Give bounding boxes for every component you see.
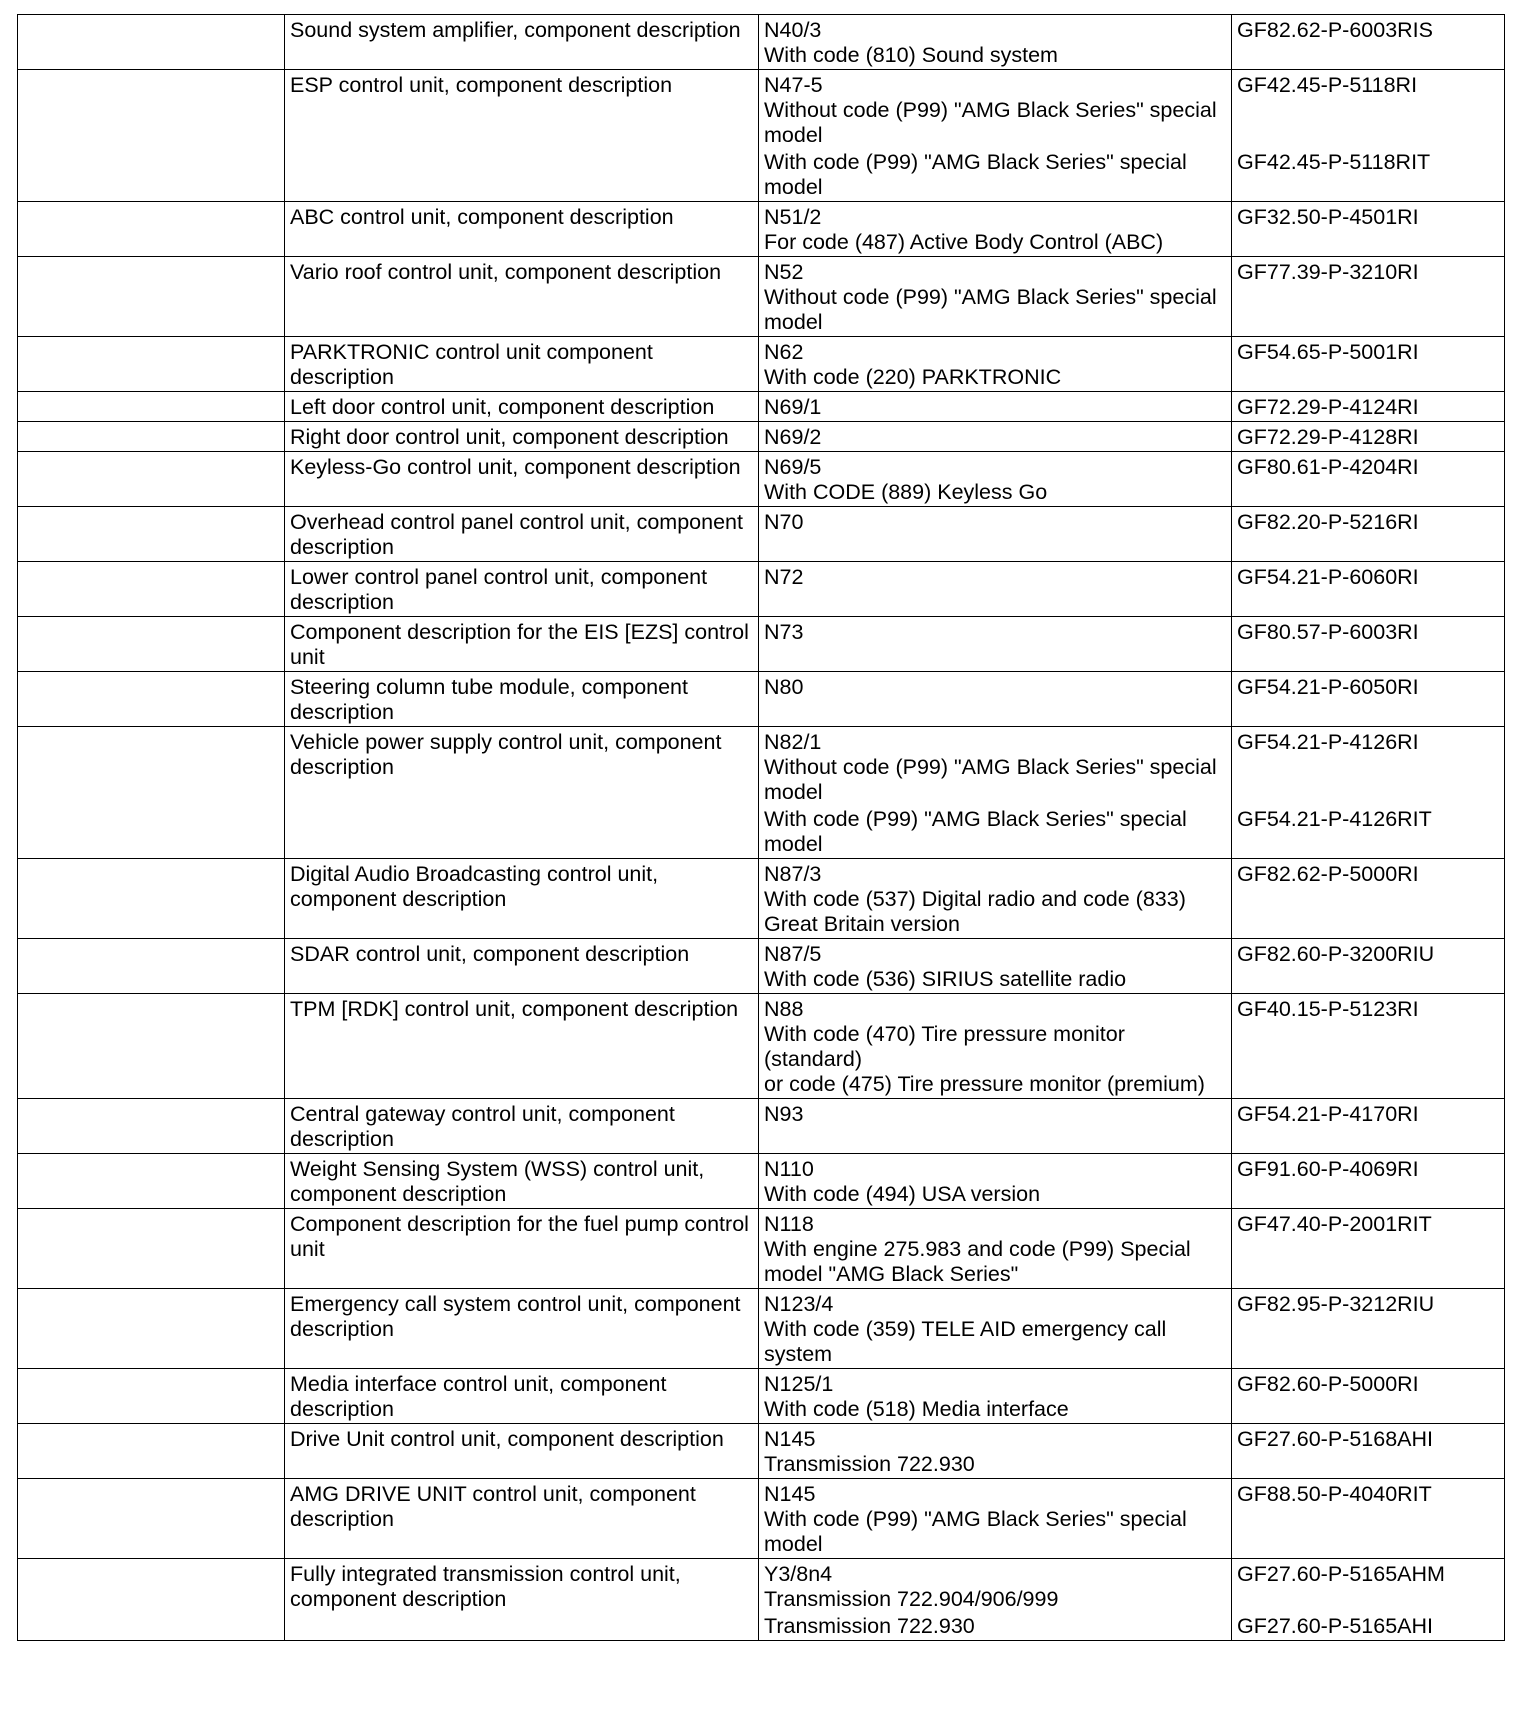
document-ref-cell (1232, 1369, 1505, 1424)
component-description: Sound system amplifier, component description (290, 18, 741, 42)
code-condition: With code (536) SIRIUS satellite radio (764, 967, 1127, 991)
document-number: GF54.21-P-4126RI (1237, 730, 1419, 754)
document-number: GF42.45-P-5118RIT (1237, 150, 1431, 174)
document-number: GF72.29-P-4128RI (1237, 425, 1419, 449)
code-entry (764, 73, 1226, 148)
code-condition: With code (P99) "AMG Black Series" special model (764, 150, 1187, 199)
empty-cell (18, 507, 285, 562)
code-entry (764, 942, 1226, 992)
document-number: GF54.21-P-6050RI (1237, 675, 1419, 699)
component-code-cell (759, 202, 1232, 257)
component-code-cell (759, 1559, 1232, 1641)
table-row (18, 1209, 1505, 1289)
code-entry (764, 730, 1226, 805)
component-code: N118 (764, 1212, 814, 1236)
document-ref-cell (1232, 672, 1505, 727)
empty-cell (18, 452, 285, 507)
document-number: GF54.65-P-5001RI (1237, 340, 1419, 364)
component-description: Right door control unit, component description (290, 425, 729, 449)
document-ref-cell (1232, 392, 1505, 422)
code-entry (764, 1427, 1226, 1477)
component-code-cell (759, 452, 1232, 507)
table-row (18, 70, 1505, 202)
code-entry (764, 18, 1226, 68)
table-row (18, 562, 1505, 617)
document-entry (1237, 455, 1499, 480)
component-code-cell (759, 422, 1232, 452)
table-row (18, 337, 1505, 392)
document-entry (1237, 395, 1499, 420)
document-number: GF82.60-P-5000RI (1237, 1372, 1419, 1396)
component-description: Vario roof control unit, component description (290, 260, 722, 284)
description-cell (285, 1369, 759, 1424)
component-description: ABC control unit, component description (290, 205, 674, 229)
document-ref-cell (1232, 939, 1505, 994)
code-condition: With code (P99) "AMG Black Series" special model (764, 807, 1187, 856)
document-entry (1237, 807, 1499, 832)
description-cell (285, 70, 759, 202)
code-entry (764, 205, 1226, 255)
code-condition: Transmission 722.930 (764, 1452, 975, 1476)
empty-cell (18, 70, 285, 202)
description-cell (285, 257, 759, 337)
code-entry (764, 620, 1226, 645)
document-ref-cell (1232, 994, 1505, 1099)
description-cell (285, 1289, 759, 1369)
component-code-cell (759, 1369, 1232, 1424)
empty-cell (18, 422, 285, 452)
table-row (18, 1289, 1505, 1369)
empty-cell (18, 15, 285, 70)
description-cell (285, 727, 759, 859)
document-number: GF27.60-P-5168AHI (1237, 1427, 1433, 1451)
table-row (18, 507, 1505, 562)
document-ref-cell (1232, 70, 1505, 202)
description-cell (285, 422, 759, 452)
document-entry (1237, 1614, 1499, 1639)
document-ref-cell (1232, 422, 1505, 452)
document-number: GF27.60-P-5165AHM (1237, 1562, 1445, 1586)
code-condition: With code (537) Digital radio and code (833) Great Britain version (764, 887, 1186, 936)
component-description: Drive Unit control unit, component description (290, 1427, 724, 1451)
code-condition: With code (518) Media interface (764, 1397, 1069, 1421)
empty-cell (18, 994, 285, 1099)
table-row (18, 1479, 1505, 1559)
document-number: GF72.29-P-4124RI (1237, 395, 1419, 419)
code-entry (764, 340, 1226, 390)
document-ref-cell (1232, 452, 1505, 507)
table-body (18, 15, 1505, 1641)
table-row (18, 1099, 1505, 1154)
component-description: TPM [RDK] control unit, component description (290, 997, 739, 1021)
description-cell (285, 1559, 759, 1641)
document-entry (1237, 260, 1499, 285)
component-code: N110 (764, 1157, 814, 1181)
component-code: N87/5 (764, 942, 822, 966)
component-code-cell (759, 994, 1232, 1099)
component-description: Vehicle power supply control unit, component description (290, 730, 722, 779)
table-row (18, 859, 1505, 939)
table-row (18, 617, 1505, 672)
document-number: GF54.21-P-4170RI (1237, 1102, 1419, 1126)
component-description: Digital Audio Broadcasting control unit, component description (290, 862, 659, 911)
code-entry (764, 1102, 1226, 1127)
empty-cell (18, 257, 285, 337)
document-number: GF54.21-P-6060RI (1237, 565, 1419, 589)
component-code: N47-5 (764, 73, 823, 97)
document-number: GF77.39-P-3210RI (1237, 260, 1419, 284)
code-condition: With code (P99) "AMG Black Series" special model (764, 1507, 1187, 1556)
document-number: GF40.15-P-5123RI (1237, 997, 1419, 1021)
description-cell (285, 202, 759, 257)
empty-cell (18, 1154, 285, 1209)
code-entry (764, 565, 1226, 590)
code-condition: With engine 275.983 and code (P99) Special model "AMG Black Series" (764, 1237, 1191, 1286)
component-code-cell (759, 257, 1232, 337)
document-number: GF82.62-P-5000RI (1237, 862, 1419, 886)
component-code: N69/1 (764, 395, 822, 419)
code-entry (764, 260, 1226, 335)
component-code: N80 (764, 675, 804, 699)
document-entry (1237, 150, 1499, 175)
code-condition: With code (470) Tire pressure monitor (standard) (764, 1022, 1125, 1071)
component-description: Steering column tube module, component description (290, 675, 688, 724)
description-cell (285, 1424, 759, 1479)
document-ref-cell (1232, 859, 1505, 939)
code-entry (764, 425, 1226, 450)
empty-cell (18, 727, 285, 859)
document-number: GF82.62-P-6003RIS (1237, 18, 1433, 42)
document-ref-cell (1232, 1479, 1505, 1559)
description-cell (285, 15, 759, 70)
document-ref-cell (1232, 1289, 1505, 1369)
description-cell (285, 1154, 759, 1209)
document-number: GF82.95-P-3212RIU (1237, 1292, 1435, 1316)
document-entry (1237, 205, 1499, 230)
empty-cell (18, 1099, 285, 1154)
description-cell (285, 452, 759, 507)
component-table (17, 14, 1505, 1641)
empty-cell (18, 1479, 285, 1559)
code-entry (764, 675, 1226, 700)
component-code-cell (759, 939, 1232, 994)
empty-cell (18, 617, 285, 672)
component-code-cell (759, 727, 1232, 859)
document-ref-cell (1232, 507, 1505, 562)
empty-cell (18, 392, 285, 422)
code-condition: With code (359) TELE AID emergency call system (764, 1317, 1167, 1366)
table-row (18, 1559, 1505, 1641)
table-row (18, 1369, 1505, 1424)
document-number: GF80.61-P-4204RI (1237, 455, 1419, 479)
component-code: N52 (764, 260, 804, 284)
component-code-cell (759, 392, 1232, 422)
document-entry (1237, 425, 1499, 450)
document-entry (1237, 1102, 1499, 1127)
table-row (18, 1424, 1505, 1479)
code-entry (764, 150, 1226, 200)
code-condition: With code (494) USA version (764, 1182, 1041, 1206)
code-condition: Transmission 722.904/906/999 (764, 1587, 1059, 1611)
document-entry (1237, 942, 1499, 967)
document-entry (1237, 1482, 1499, 1507)
document-number: GF91.60-P-4069RI (1237, 1157, 1419, 1181)
code-condition: Without code (P99) "AMG Black Series" special model (764, 285, 1217, 334)
component-code: N73 (764, 620, 804, 644)
code-entry (764, 1614, 1226, 1639)
code-entry (764, 997, 1226, 1097)
code-entry (764, 510, 1226, 535)
description-cell (285, 672, 759, 727)
empty-cell (18, 1424, 285, 1479)
component-code: N88 (764, 997, 804, 1021)
empty-cell (18, 1559, 285, 1641)
component-code-cell (759, 15, 1232, 70)
component-code: N72 (764, 565, 804, 589)
table-row (18, 994, 1505, 1099)
empty-cell (18, 1369, 285, 1424)
component-description: PARKTRONIC control unit component description (290, 340, 653, 389)
document-ref-cell (1232, 1559, 1505, 1641)
description-cell (285, 1099, 759, 1154)
document-entry (1237, 1427, 1499, 1452)
component-code-cell (759, 859, 1232, 939)
code-entry (764, 1157, 1226, 1207)
component-description: Central gateway control unit, component description (290, 1102, 675, 1151)
component-code-cell (759, 337, 1232, 392)
document-number: GF42.45-P-5118RI (1237, 73, 1418, 97)
document-number: GF32.50-P-4501RI (1237, 205, 1419, 229)
document-ref-cell (1232, 1099, 1505, 1154)
empty-cell (18, 672, 285, 727)
table-row (18, 1154, 1505, 1209)
document-ref-cell (1232, 617, 1505, 672)
document-entry (1237, 1292, 1499, 1317)
component-description: Overhead control panel control unit, component description (290, 510, 743, 559)
document-entry (1237, 510, 1499, 535)
component-code-cell (759, 1154, 1232, 1209)
document-number: GF80.57-P-6003RI (1237, 620, 1419, 644)
component-code-cell (759, 1099, 1232, 1154)
component-code: N145 (764, 1427, 816, 1451)
code-condition: With CODE (889) Keyless Go (764, 480, 1048, 504)
document-entry (1237, 340, 1499, 365)
component-description: ESP control unit, component description (290, 73, 673, 97)
document-ref-cell (1232, 1154, 1505, 1209)
component-code-cell (759, 672, 1232, 727)
component-code: Y3/8n4 (764, 1562, 833, 1586)
code-entry (764, 1562, 1226, 1612)
table-row (18, 672, 1505, 727)
component-code-cell (759, 70, 1232, 202)
document-number: GF88.50-P-4040RIT (1237, 1482, 1432, 1506)
table-row (18, 939, 1505, 994)
description-cell (285, 1209, 759, 1289)
component-description: Keyless-Go control unit, component description (290, 455, 741, 479)
document-ref-cell (1232, 257, 1505, 337)
component-code: N145 (764, 1482, 816, 1506)
document-ref-cell (1232, 202, 1505, 257)
description-cell (285, 337, 759, 392)
code-condition: or code (475) Tire pressure monitor (premium) (764, 1072, 1205, 1096)
document-entry (1237, 862, 1499, 887)
description-cell (285, 859, 759, 939)
code-condition: With code (810) Sound system (764, 43, 1058, 67)
document-ref-cell (1232, 1209, 1505, 1289)
document-entry (1237, 565, 1499, 590)
document-number: GF47.40-P-2001RIT (1237, 1212, 1432, 1236)
code-condition: Transmission 722.930 (764, 1614, 975, 1638)
document-entry (1237, 620, 1499, 645)
table-row (18, 727, 1505, 859)
document-number: GF82.20-P-5216RI (1237, 510, 1419, 534)
component-description: Weight Sensing System (WSS) control unit, component description (290, 1157, 705, 1206)
component-description: Component description for the fuel pump control unit (290, 1212, 749, 1261)
code-condition: For code (487) Active Body Control (ABC) (764, 230, 1164, 254)
document-ref-cell (1232, 562, 1505, 617)
table-row (18, 422, 1505, 452)
component-code: N82/1 (764, 730, 822, 754)
component-code-cell (759, 562, 1232, 617)
description-cell (285, 392, 759, 422)
document-entry (1237, 1212, 1499, 1237)
empty-cell (18, 202, 285, 257)
table-row (18, 257, 1505, 337)
component-code: N70 (764, 510, 804, 534)
component-code-cell (759, 617, 1232, 672)
table-row (18, 15, 1505, 70)
document-entry (1237, 997, 1499, 1022)
document-ref-cell (1232, 337, 1505, 392)
table-row (18, 202, 1505, 257)
document-entry (1237, 1372, 1499, 1397)
component-code-cell (759, 1289, 1232, 1369)
document-ref-cell (1232, 15, 1505, 70)
empty-cell (18, 859, 285, 939)
description-cell (285, 994, 759, 1099)
description-cell (285, 1479, 759, 1559)
component-code: N93 (764, 1102, 804, 1126)
code-entry (764, 1372, 1226, 1422)
component-description: SDAR control unit, component description (290, 942, 690, 966)
document-entry (1237, 675, 1499, 700)
document-number: GF82.60-P-3200RIU (1237, 942, 1435, 966)
document-entry (1237, 73, 1499, 148)
description-cell (285, 617, 759, 672)
code-entry (764, 862, 1226, 937)
component-code-cell (759, 1424, 1232, 1479)
component-description: Left door control unit, component description (290, 395, 715, 419)
code-entry (764, 395, 1226, 420)
component-description: Fully integrated transmission control unit, component description (290, 1562, 681, 1611)
document-entry (1237, 730, 1499, 805)
document-entry (1237, 1157, 1499, 1182)
component-code-cell (759, 1209, 1232, 1289)
document-entry (1237, 1562, 1499, 1612)
document-ref-cell (1232, 727, 1505, 859)
component-description: AMG DRIVE UNIT control unit, component description (290, 1482, 696, 1531)
component-code: N62 (764, 340, 804, 364)
empty-cell (18, 1289, 285, 1369)
code-entry (764, 455, 1226, 505)
table-row (18, 392, 1505, 422)
code-condition: Without code (P99) "AMG Black Series" special model (764, 755, 1217, 804)
document-entry (1237, 18, 1499, 43)
empty-cell (18, 562, 285, 617)
component-description: Lower control panel control unit, component description (290, 565, 708, 614)
empty-cell (18, 337, 285, 392)
component-code: N40/3 (764, 18, 822, 42)
table-row (18, 452, 1505, 507)
code-entry (764, 807, 1226, 857)
component-code: N69/2 (764, 425, 822, 449)
component-code: N51/2 (764, 205, 822, 229)
code-condition: Without code (P99) "AMG Black Series" special model (764, 98, 1217, 147)
code-entry (764, 1212, 1226, 1287)
document-ref-cell (1232, 1424, 1505, 1479)
description-cell (285, 507, 759, 562)
component-description: Emergency call system control unit, component description (290, 1292, 741, 1341)
component-description: Media interface control unit, component description (290, 1372, 667, 1421)
code-entry (764, 1482, 1226, 1557)
empty-cell (18, 1209, 285, 1289)
component-code: N87/3 (764, 862, 822, 886)
component-code: N125/1 (764, 1372, 834, 1396)
document-number: GF27.60-P-5165AHI (1237, 1614, 1433, 1638)
code-entry (764, 1292, 1226, 1367)
component-description: Component description for the EIS [EZS] control unit (290, 620, 749, 669)
component-code-cell (759, 1479, 1232, 1559)
description-cell (285, 562, 759, 617)
component-code: N123/4 (764, 1292, 834, 1316)
code-condition: With code (220) PARKTRONIC (764, 365, 1062, 389)
component-code-cell (759, 507, 1232, 562)
component-code: N69/5 (764, 455, 822, 479)
description-cell (285, 939, 759, 994)
document-number: GF54.21-P-4126RIT (1237, 807, 1432, 831)
empty-cell (18, 939, 285, 994)
